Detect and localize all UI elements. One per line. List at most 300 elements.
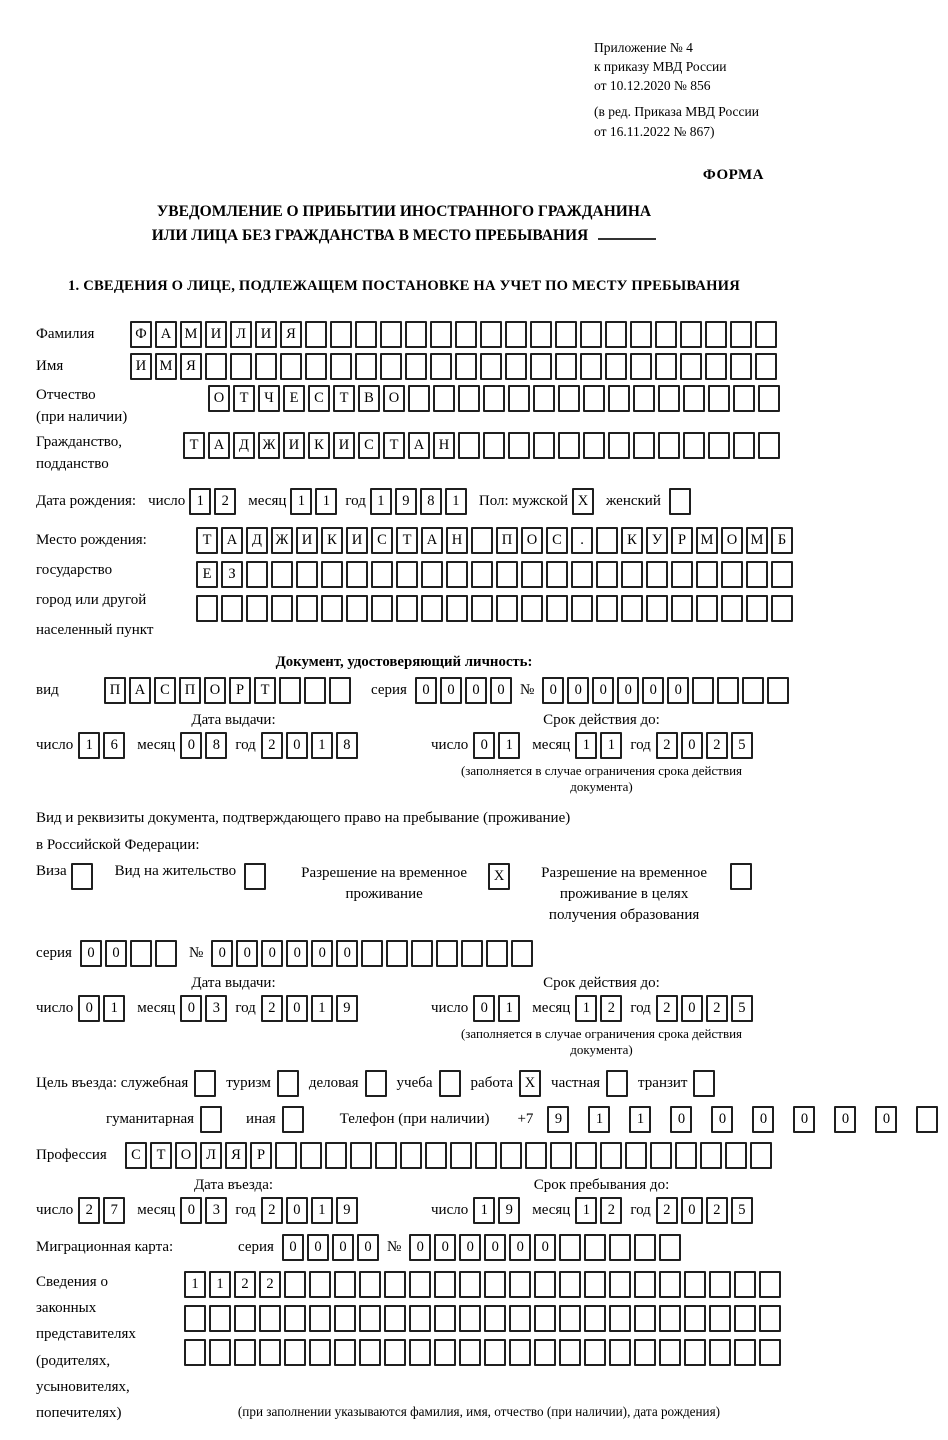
form-cell[interactable] [405, 353, 427, 380]
form-cell[interactable] [709, 1339, 731, 1366]
form-cell[interactable] [709, 1271, 731, 1298]
form-cell[interactable] [558, 385, 580, 412]
form-cell[interactable]: 0 [336, 940, 358, 967]
form-cell[interactable] [436, 940, 458, 967]
form-cell[interactable]: 9 [336, 1197, 358, 1224]
form-cell[interactable]: Ч [258, 385, 280, 412]
form-cell[interactable] [708, 432, 730, 459]
form-cell[interactable] [486, 940, 508, 967]
form-cell[interactable]: 0 [80, 940, 102, 967]
form-cell[interactable]: Р [250, 1142, 272, 1169]
form-cell[interactable]: И [205, 321, 227, 348]
form-cell[interactable] [296, 561, 318, 588]
form-cell[interactable] [284, 1271, 306, 1298]
form-cell[interactable] [484, 1271, 506, 1298]
form-cell[interactable] [346, 561, 368, 588]
form-cell[interactable] [621, 561, 643, 588]
form-cell[interactable]: Д [233, 432, 255, 459]
form-cell[interactable]: С [371, 527, 393, 554]
form-cell[interactable]: О [383, 385, 405, 412]
form-cell[interactable]: 1 [209, 1271, 231, 1298]
form-cell[interactable] [405, 321, 427, 348]
form-cell[interactable]: К [321, 527, 343, 554]
form-cell[interactable] [605, 353, 627, 380]
form-cell[interactable] [634, 1271, 656, 1298]
form-cell[interactable] [500, 1142, 522, 1169]
form-cell[interactable]: И [346, 527, 368, 554]
form-cell[interactable]: 0 [509, 1234, 531, 1261]
form-cell[interactable] [380, 321, 402, 348]
form-cell[interactable] [609, 1234, 631, 1261]
form-cell[interactable]: 3 [205, 995, 227, 1022]
form-cell[interactable]: 3 [205, 1197, 227, 1224]
form-cell[interactable] [683, 385, 705, 412]
form-cell[interactable] [346, 595, 368, 622]
form-cell[interactable] [646, 561, 668, 588]
form-cell[interactable] [696, 561, 718, 588]
form-cell[interactable] [296, 595, 318, 622]
form-cell[interactable] [609, 1305, 631, 1332]
form-cell[interactable]: 0 [681, 732, 703, 759]
form-cell[interactable]: 2 [656, 732, 678, 759]
form-cell[interactable] [730, 353, 752, 380]
form-cell[interactable] [439, 1070, 461, 1097]
form-cell[interactable]: 1 [575, 732, 597, 759]
form-cell[interactable] [671, 561, 693, 588]
form-cell[interactable]: 2 [261, 732, 283, 759]
form-cell[interactable]: X [519, 1070, 541, 1097]
form-cell[interactable]: 2 [656, 995, 678, 1022]
form-cell[interactable] [655, 321, 677, 348]
form-cell[interactable] [209, 1305, 231, 1332]
form-cell[interactable] [246, 561, 268, 588]
form-cell[interactable] [734, 1271, 756, 1298]
form-cell[interactable]: 1 [315, 488, 337, 515]
form-cell[interactable] [71, 863, 93, 890]
form-cell[interactable] [708, 385, 730, 412]
form-cell[interactable]: М [155, 353, 177, 380]
form-cell[interactable] [671, 595, 693, 622]
form-cell[interactable] [509, 1305, 531, 1332]
form-cell[interactable]: 0 [357, 1234, 379, 1261]
form-cell[interactable] [271, 595, 293, 622]
form-cell[interactable]: 1 [370, 488, 392, 515]
form-cell[interactable] [284, 1305, 306, 1332]
form-cell[interactable] [755, 353, 777, 380]
form-cell[interactable] [277, 1070, 299, 1097]
form-cell[interactable] [355, 353, 377, 380]
form-cell[interactable] [300, 1142, 322, 1169]
form-cell[interactable] [508, 385, 530, 412]
form-cell[interactable] [530, 353, 552, 380]
form-cell[interactable] [630, 321, 652, 348]
form-cell[interactable] [634, 1234, 656, 1261]
form-cell[interactable] [330, 353, 352, 380]
form-cell[interactable]: А [129, 677, 151, 704]
form-cell[interactable] [705, 321, 727, 348]
form-cell[interactable]: 0 [286, 995, 308, 1022]
form-cell[interactable]: 0 [617, 677, 639, 704]
form-cell[interactable] [675, 1142, 697, 1169]
form-cell[interactable]: 5 [731, 732, 753, 759]
form-cell[interactable] [734, 1305, 756, 1332]
form-cell[interactable] [659, 1271, 681, 1298]
form-cell[interactable]: А [408, 432, 430, 459]
form-cell[interactable]: М [746, 527, 768, 554]
form-cell[interactable] [205, 353, 227, 380]
form-cell[interactable] [609, 1339, 631, 1366]
form-cell[interactable]: 2 [234, 1271, 256, 1298]
form-cell[interactable]: З [221, 561, 243, 588]
form-cell[interactable]: 0 [465, 677, 487, 704]
form-cell[interactable] [483, 432, 505, 459]
form-cell[interactable] [759, 1305, 781, 1332]
form-cell[interactable] [230, 353, 252, 380]
form-cell[interactable] [365, 1070, 387, 1097]
form-cell[interactable] [683, 432, 705, 459]
form-cell[interactable]: Т [396, 527, 418, 554]
form-cell[interactable]: 1 [311, 1197, 333, 1224]
form-cell[interactable] [184, 1339, 206, 1366]
form-cell[interactable] [434, 1305, 456, 1332]
form-cell[interactable] [259, 1305, 281, 1332]
form-cell[interactable]: 0 [567, 677, 589, 704]
form-cell[interactable] [334, 1271, 356, 1298]
form-cell[interactable] [284, 1339, 306, 1366]
form-cell[interactable]: 1 [588, 1106, 610, 1133]
form-cell[interactable]: 1 [103, 995, 125, 1022]
form-cell[interactable] [386, 940, 408, 967]
form-cell[interactable]: О [208, 385, 230, 412]
form-cell[interactable] [669, 488, 691, 515]
form-cell[interactable] [411, 940, 433, 967]
form-cell[interactable]: С [154, 677, 176, 704]
form-cell[interactable]: Б [771, 527, 793, 554]
form-cell[interactable] [458, 432, 480, 459]
form-cell[interactable]: 0 [642, 677, 664, 704]
form-cell[interactable] [521, 595, 543, 622]
form-cell[interactable] [534, 1339, 556, 1366]
form-cell[interactable] [583, 385, 605, 412]
form-cell[interactable]: 0 [592, 677, 614, 704]
form-cell[interactable] [334, 1339, 356, 1366]
form-cell[interactable]: А [221, 527, 243, 554]
form-cell[interactable]: 1 [600, 732, 622, 759]
form-cell[interactable] [408, 385, 430, 412]
form-cell[interactable] [450, 1142, 472, 1169]
form-cell[interactable] [600, 1142, 622, 1169]
form-cell[interactable]: 1 [498, 995, 520, 1022]
form-cell[interactable]: Е [283, 385, 305, 412]
form-cell[interactable] [559, 1339, 581, 1366]
form-cell[interactable]: 1 [473, 1197, 495, 1224]
form-cell[interactable]: 8 [336, 732, 358, 759]
form-cell[interactable]: 1 [290, 488, 312, 515]
form-cell[interactable]: А [155, 321, 177, 348]
form-cell[interactable] [384, 1305, 406, 1332]
form-cell[interactable] [271, 561, 293, 588]
form-cell[interactable]: С [125, 1142, 147, 1169]
form-cell[interactable] [655, 353, 677, 380]
form-cell[interactable]: Д [246, 527, 268, 554]
form-cell[interactable]: Ж [271, 527, 293, 554]
form-cell[interactable]: 0 [409, 1234, 431, 1261]
form-cell[interactable] [559, 1271, 581, 1298]
form-cell[interactable] [767, 677, 789, 704]
form-cell[interactable]: Л [200, 1142, 222, 1169]
form-cell[interactable] [309, 1271, 331, 1298]
form-cell[interactable]: У [646, 527, 668, 554]
form-cell[interactable] [505, 321, 527, 348]
form-cell[interactable] [533, 385, 555, 412]
form-cell[interactable] [596, 527, 618, 554]
form-cell[interactable]: 2 [600, 995, 622, 1022]
form-cell[interactable]: 0 [711, 1106, 733, 1133]
form-cell[interactable] [459, 1339, 481, 1366]
form-cell[interactable] [680, 353, 702, 380]
form-cell[interactable] [305, 353, 327, 380]
form-cell[interactable] [596, 561, 618, 588]
form-cell[interactable]: X [572, 488, 594, 515]
form-cell[interactable]: 0 [180, 995, 202, 1022]
form-cell[interactable] [421, 595, 443, 622]
form-cell[interactable] [421, 561, 443, 588]
form-cell[interactable]: П [104, 677, 126, 704]
form-cell[interactable]: 1 [311, 995, 333, 1022]
form-cell[interactable]: . [571, 527, 593, 554]
form-cell[interactable]: С [308, 385, 330, 412]
form-cell[interactable] [334, 1305, 356, 1332]
form-cell[interactable] [575, 1142, 597, 1169]
form-cell[interactable] [559, 1234, 581, 1261]
form-cell[interactable] [558, 432, 580, 459]
form-cell[interactable] [680, 321, 702, 348]
form-cell[interactable] [721, 595, 743, 622]
form-cell[interactable]: 2 [261, 995, 283, 1022]
form-cell[interactable]: 5 [731, 995, 753, 1022]
form-cell[interactable] [330, 321, 352, 348]
form-cell[interactable]: И [255, 321, 277, 348]
form-cell[interactable] [555, 321, 577, 348]
form-cell[interactable] [461, 940, 483, 967]
form-cell[interactable]: Ж [258, 432, 280, 459]
form-cell[interactable] [659, 1339, 681, 1366]
form-cell[interactable] [361, 940, 383, 967]
form-cell[interactable] [458, 385, 480, 412]
form-cell[interactable] [309, 1305, 331, 1332]
form-cell[interactable]: 1 [184, 1271, 206, 1298]
form-cell[interactable] [625, 1142, 647, 1169]
form-cell[interactable]: 0 [180, 1197, 202, 1224]
form-cell[interactable]: 1 [575, 1197, 597, 1224]
form-cell[interactable] [658, 432, 680, 459]
form-cell[interactable]: 2 [261, 1197, 283, 1224]
form-cell[interactable] [304, 677, 326, 704]
form-cell[interactable] [446, 595, 468, 622]
form-cell[interactable] [309, 1339, 331, 1366]
form-cell[interactable] [130, 940, 152, 967]
form-cell[interactable]: 1 [575, 995, 597, 1022]
form-cell[interactable] [480, 353, 502, 380]
form-cell[interactable]: К [621, 527, 643, 554]
form-cell[interactable] [221, 595, 243, 622]
form-cell[interactable] [355, 321, 377, 348]
form-cell[interactable]: К [308, 432, 330, 459]
form-cell[interactable] [194, 1070, 216, 1097]
form-cell[interactable] [430, 353, 452, 380]
form-cell[interactable]: Я [280, 321, 302, 348]
form-cell[interactable] [584, 1234, 606, 1261]
form-cell[interactable] [255, 353, 277, 380]
form-cell[interactable] [359, 1339, 381, 1366]
form-cell[interactable]: 0 [667, 677, 689, 704]
form-cell[interactable] [446, 561, 468, 588]
form-cell[interactable] [321, 595, 343, 622]
form-cell[interactable] [521, 561, 543, 588]
form-cell[interactable]: Ф [130, 321, 152, 348]
form-cell[interactable] [505, 353, 527, 380]
form-cell[interactable] [608, 432, 630, 459]
form-cell[interactable]: 9 [336, 995, 358, 1022]
form-cell[interactable] [475, 1142, 497, 1169]
form-cell[interactable] [459, 1305, 481, 1332]
form-cell[interactable]: 0 [490, 677, 512, 704]
form-cell[interactable] [282, 1106, 304, 1133]
form-cell[interactable] [259, 1339, 281, 1366]
form-cell[interactable]: Т [233, 385, 255, 412]
form-cell[interactable]: Я [180, 353, 202, 380]
form-cell[interactable] [380, 353, 402, 380]
form-cell[interactable] [684, 1305, 706, 1332]
form-cell[interactable]: 0 [542, 677, 564, 704]
form-cell[interactable] [396, 561, 418, 588]
form-cell[interactable]: 0 [415, 677, 437, 704]
form-cell[interactable] [746, 561, 768, 588]
form-cell[interactable]: О [721, 527, 743, 554]
form-cell[interactable]: Я [225, 1142, 247, 1169]
form-cell[interactable]: Т [183, 432, 205, 459]
form-cell[interactable]: 0 [681, 995, 703, 1022]
form-cell[interactable] [484, 1305, 506, 1332]
form-cell[interactable]: И [283, 432, 305, 459]
form-cell[interactable] [483, 385, 505, 412]
form-cell[interactable] [384, 1271, 406, 1298]
form-cell[interactable] [758, 385, 780, 412]
form-cell[interactable] [433, 385, 455, 412]
form-cell[interactable]: 2 [706, 1197, 728, 1224]
form-cell[interactable]: 2 [600, 1197, 622, 1224]
form-cell[interactable] [771, 595, 793, 622]
form-cell[interactable] [584, 1271, 606, 1298]
form-cell[interactable]: X [488, 863, 510, 890]
form-cell[interactable] [606, 1070, 628, 1097]
form-cell[interactable] [709, 1305, 731, 1332]
form-cell[interactable] [608, 385, 630, 412]
form-cell[interactable] [375, 1142, 397, 1169]
form-cell[interactable]: 0 [681, 1197, 703, 1224]
form-cell[interactable] [658, 385, 680, 412]
form-cell[interactable]: 1 [445, 488, 467, 515]
form-cell[interactable]: 0 [332, 1234, 354, 1261]
form-cell[interactable] [550, 1142, 572, 1169]
form-cell[interactable]: 2 [706, 995, 728, 1022]
form-cell[interactable] [733, 385, 755, 412]
form-cell[interactable]: 5 [731, 1197, 753, 1224]
form-cell[interactable] [509, 1339, 531, 1366]
form-cell[interactable] [533, 432, 555, 459]
form-cell[interactable] [511, 940, 533, 967]
form-cell[interactable]: 0 [473, 995, 495, 1022]
form-cell[interactable] [534, 1305, 556, 1332]
form-cell[interactable]: 1 [629, 1106, 651, 1133]
form-cell[interactable]: 0 [484, 1234, 506, 1261]
form-cell[interactable]: 2 [706, 732, 728, 759]
form-cell[interactable] [725, 1142, 747, 1169]
form-cell[interactable] [384, 1339, 406, 1366]
form-cell[interactable]: 0 [211, 940, 233, 967]
form-cell[interactable]: 0 [793, 1106, 815, 1133]
form-cell[interactable] [496, 561, 518, 588]
form-cell[interactable]: П [496, 527, 518, 554]
form-cell[interactable]: 2 [78, 1197, 100, 1224]
form-cell[interactable] [583, 432, 605, 459]
form-cell[interactable] [525, 1142, 547, 1169]
form-cell[interactable] [659, 1305, 681, 1332]
form-cell[interactable] [630, 353, 652, 380]
form-cell[interactable]: 1 [78, 732, 100, 759]
form-cell[interactable] [634, 1305, 656, 1332]
form-cell[interactable] [396, 595, 418, 622]
form-cell[interactable] [371, 595, 393, 622]
form-cell[interactable]: И [296, 527, 318, 554]
form-cell[interactable]: 6 [103, 732, 125, 759]
form-cell[interactable]: 0 [282, 1234, 304, 1261]
form-cell[interactable] [246, 595, 268, 622]
form-cell[interactable] [434, 1271, 456, 1298]
form-cell[interactable]: 0 [434, 1234, 456, 1261]
form-cell[interactable] [455, 321, 477, 348]
form-cell[interactable] [916, 1106, 938, 1133]
form-cell[interactable]: Н [446, 527, 468, 554]
form-cell[interactable]: 9 [395, 488, 417, 515]
form-cell[interactable] [759, 1339, 781, 1366]
form-cell[interactable] [693, 1070, 715, 1097]
form-cell[interactable]: Н [433, 432, 455, 459]
form-cell[interactable]: 0 [459, 1234, 481, 1261]
form-cell[interactable]: 2 [214, 488, 236, 515]
form-cell[interactable] [280, 353, 302, 380]
form-cell[interactable]: 9 [498, 1197, 520, 1224]
form-cell[interactable] [692, 677, 714, 704]
form-cell[interactable] [359, 1271, 381, 1298]
form-cell[interactable]: 8 [205, 732, 227, 759]
form-cell[interactable] [209, 1339, 231, 1366]
form-cell[interactable]: О [175, 1142, 197, 1169]
form-cell[interactable]: 2 [656, 1197, 678, 1224]
form-cell[interactable] [742, 677, 764, 704]
form-cell[interactable] [496, 595, 518, 622]
form-cell[interactable] [621, 595, 643, 622]
form-cell[interactable] [646, 595, 668, 622]
form-cell[interactable]: 0 [473, 732, 495, 759]
form-cell[interactable]: 0 [286, 732, 308, 759]
form-cell[interactable] [471, 561, 493, 588]
form-cell[interactable]: Е [196, 561, 218, 588]
form-cell[interactable]: С [546, 527, 568, 554]
form-cell[interactable] [409, 1271, 431, 1298]
form-cell[interactable]: 0 [78, 995, 100, 1022]
form-cell[interactable]: 0 [307, 1234, 329, 1261]
